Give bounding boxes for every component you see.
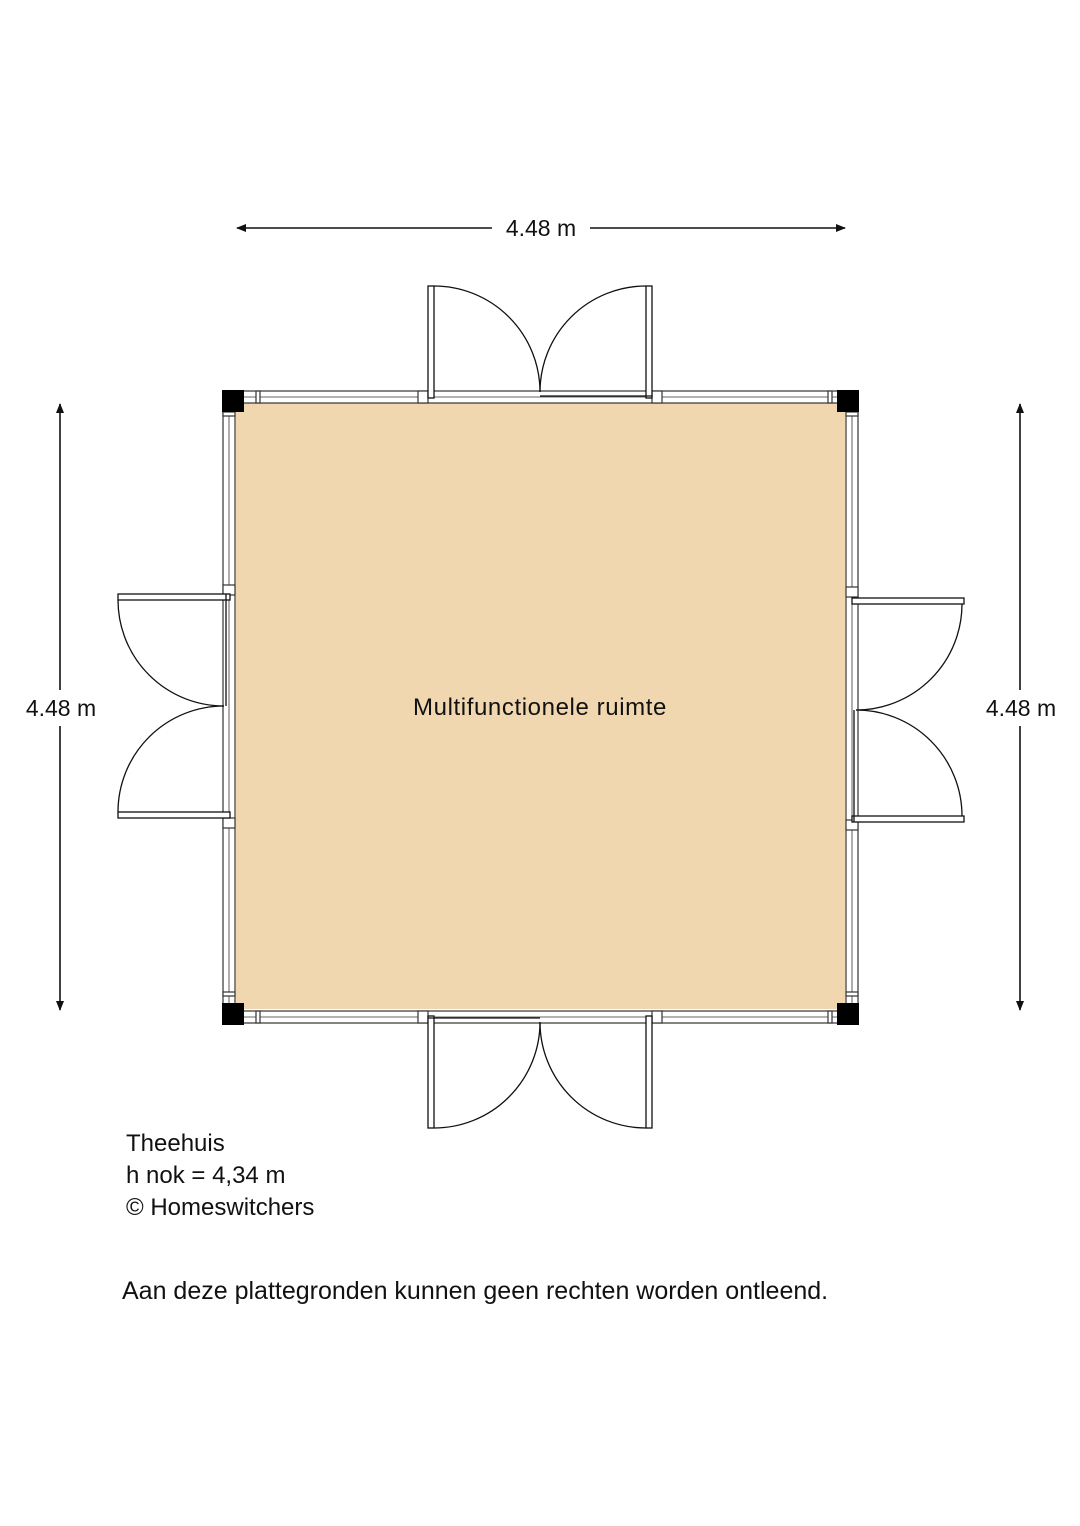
door-right <box>852 598 964 822</box>
caption-copyright: © Homeswitchers <box>126 1194 315 1221</box>
caption-name: Theehuis <box>126 1130 225 1157</box>
door-left <box>118 594 230 818</box>
plan-caption <box>126 1128 314 1224</box>
caption-height: h nok = 4,34 m <box>126 1162 286 1189</box>
door-bottom <box>428 1016 652 1128</box>
room-label: Multifunctionele ruimte <box>413 694 667 721</box>
door-top <box>428 286 652 398</box>
dimension-left-label: 4.48 m <box>25 695 97 721</box>
disclaimer-text: Aan deze plattegronden kunnen geen rechten worden ontleend. <box>122 1277 829 1305</box>
dimension-right-label: 4.48 m <box>985 695 1057 721</box>
dimension-top-label: 4.48 m <box>505 215 577 241</box>
